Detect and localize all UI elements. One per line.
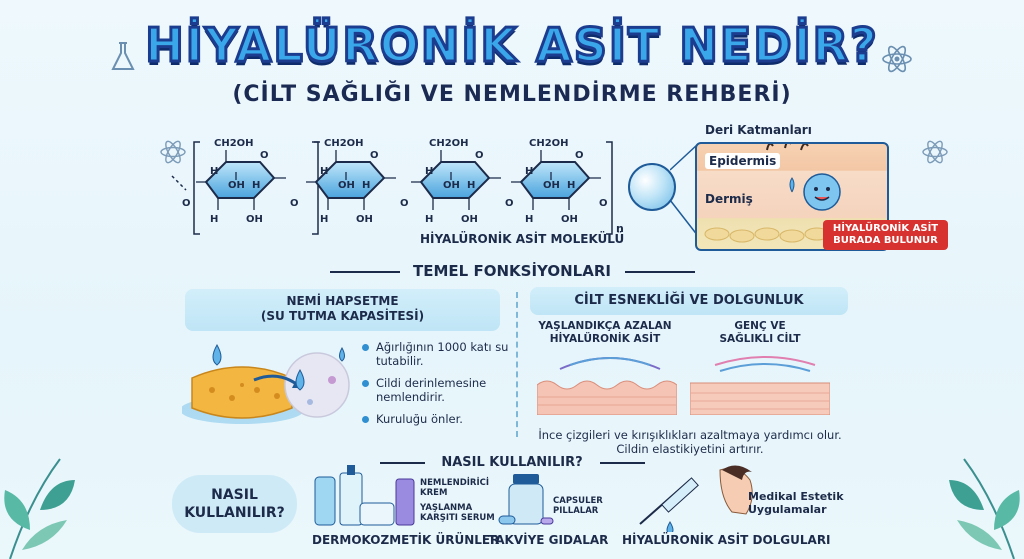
zoom-bubble	[628, 163, 676, 211]
hydrogen-label: H	[425, 214, 434, 225]
hydrogen-label: H	[320, 214, 329, 225]
functions-heading: TEMEL FONKSİYONLARI	[413, 262, 611, 280]
serum-label-line-1: YAŞLANMA	[420, 503, 473, 513]
page-title: HİYALÜRONİK ASİT NEDİR?	[145, 18, 879, 72]
elasticity-note	[530, 428, 850, 456]
oh-label: OH	[356, 214, 373, 225]
serum-label-line-2: KARŞITI SERUM	[420, 513, 495, 523]
moisture-subtitle: (SU TUTMA KAPASİTESİ)	[260, 309, 425, 323]
molecule-caption: HİYALÜRONİK ASİT MOLEKÜLÜ	[420, 232, 625, 246]
fillers-caption: HİYALÜRONİK ASİT DOLGULARI	[622, 533, 831, 547]
hydrogen-label: H	[425, 166, 434, 177]
moisture-card-header	[185, 289, 500, 331]
oxygen-label: O	[260, 150, 269, 161]
elasticity-note-line-1: İnce çizgileri ve kırışıklıkları azaltmaya yardımcı olur.	[538, 428, 842, 442]
ch2oh-label: CH2OH	[324, 138, 364, 149]
hyaluronic-molecule	[160, 128, 640, 248]
ch2oh-label: CH2OH	[429, 138, 469, 149]
atom-icon	[880, 44, 914, 74]
bullet-item: Ağırlığının 1000 katı su tutabilir.	[362, 340, 512, 368]
page-subtitle: (CİLT SAĞLIĞI VE NEMLENDİRME REHBERİ)	[232, 82, 792, 107]
hydrogen-label: H	[252, 180, 261, 191]
hydrogen-label: H	[525, 166, 534, 177]
badge-line-1: HİYALÜRONİK ASİT	[832, 223, 939, 234]
oh-label: OH	[461, 214, 478, 225]
epidermis-label: Epidermis	[705, 153, 780, 169]
cream-label	[420, 478, 489, 498]
hydrogen-label: H	[525, 214, 534, 225]
bubble-line-1: NASIL	[211, 487, 258, 503]
linker-oxygen-label: O	[599, 198, 608, 209]
leaf-decoration-right	[934, 440, 1024, 559]
location-badge	[823, 220, 948, 250]
capsule-label-line-1: CAPSULER	[553, 496, 603, 506]
capsule-label	[553, 496, 603, 516]
hydrogen-label: H	[467, 180, 476, 191]
dermis-label: Dermiş	[705, 192, 753, 206]
young-skin-illustration	[690, 375, 830, 415]
hydrogen-label: H	[567, 180, 576, 191]
moisture-title: NEMİ HAPSETME	[286, 294, 399, 308]
flask-icon	[108, 40, 138, 74]
linker-oxygen-label: O	[182, 198, 191, 209]
bullet-item: Cildi derinlemesine nemlendirir.	[362, 376, 512, 404]
medical-label-line-2: Uygulamalar	[748, 503, 827, 516]
capsule-label-line-2: PILLALAR	[553, 506, 599, 516]
ch2oh-label: CH2OH	[529, 138, 569, 149]
divider-right	[625, 271, 695, 273]
hydrogen-label: H	[210, 166, 219, 177]
oh-label: OH	[443, 180, 460, 191]
medical-label	[748, 490, 844, 516]
oh-label: OH	[338, 180, 355, 191]
leaf-decoration-left	[0, 440, 90, 559]
oxygen-label: O	[370, 150, 379, 161]
oxygen-label: O	[475, 150, 484, 161]
young-line-1: GENÇ VE	[734, 320, 786, 332]
supplement-bottle-illustration	[495, 470, 555, 530]
syringe-illustration	[630, 462, 760, 532]
linker-oxygen-label: O	[505, 198, 514, 209]
atom-icon-right	[920, 138, 950, 166]
badge-line-2: BURADA BULUNUR	[833, 235, 938, 246]
section-divider	[516, 292, 518, 437]
supplements-caption: TAKVİYE GIDALAR	[488, 533, 609, 547]
young-line-2: SAĞLIKLI CİLT	[719, 333, 801, 345]
oh-label: OH	[543, 180, 560, 191]
serum-label	[420, 503, 495, 523]
cosmetic-products-illustration	[310, 465, 420, 530]
aging-line-2: HİYALÜRONİK ASİT	[549, 333, 661, 345]
cream-label-line-2: KREM	[420, 488, 448, 498]
usage-bubble	[172, 475, 297, 533]
linker-oxygen-label: O	[400, 198, 409, 209]
aged-skin-illustration	[537, 375, 677, 415]
oh-label: OH	[228, 180, 245, 191]
moisture-bullets	[362, 340, 512, 434]
aging-label	[535, 320, 675, 346]
elasticity-note-line-2: Cildin elastikiyetini artırır.	[616, 442, 764, 456]
bullet-item: Kuruluğu önler.	[362, 412, 512, 426]
usage-heading: NASIL KULLANILIR?	[441, 455, 583, 470]
aging-line-1: YAŞLANDIKÇA AZALAN	[538, 320, 672, 332]
repeat-n-label: n	[616, 222, 624, 235]
medical-label-line-1: Medikal Estetik	[748, 490, 844, 503]
aging-arcs	[550, 345, 670, 373]
hydrogen-label: H	[210, 214, 219, 225]
bubble-line-2: KULLANILIR?	[184, 505, 285, 521]
hydrogen-label: H	[362, 180, 371, 191]
sponge-illustration	[182, 340, 357, 435]
hydrogen-label: H	[320, 166, 329, 177]
cosmetics-caption: DERMOKOZMETİK ÜRÜNLER	[312, 533, 500, 547]
young-arcs	[705, 345, 825, 373]
oh-label: OH	[561, 214, 578, 225]
cream-label-line-1: NEMLENDİRİCİ	[420, 478, 490, 488]
elasticity-card-header: CİLT ESNEKLİĞİ VE DOLGUNLUK	[530, 287, 848, 315]
linker-oxygen-label: O	[290, 198, 299, 209]
skin-layers-title: Deri Katmanları	[705, 123, 812, 137]
oh-label: OH	[246, 214, 263, 225]
ch2oh-label: CH2OH	[214, 138, 254, 149]
oxygen-label: O	[575, 150, 584, 161]
young-label	[700, 320, 820, 346]
